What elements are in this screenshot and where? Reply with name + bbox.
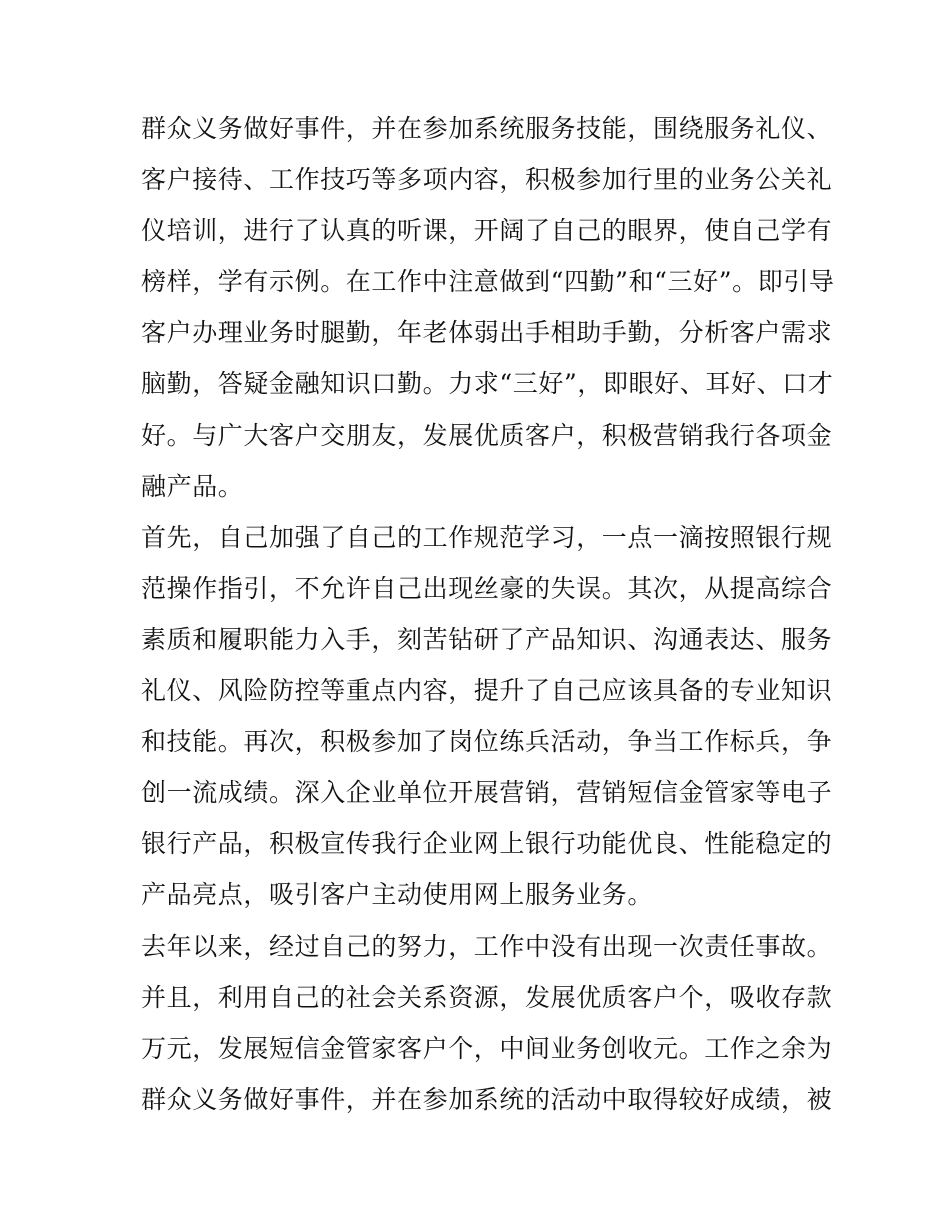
text-line: 创一流成绩。深入企业单位开展营销，营销短信金管家等电子 bbox=[141, 778, 833, 808]
text-line: 首先，自己加强了自己的工作规范学习，一点一滴按照银行规 bbox=[141, 522, 833, 552]
text-line: 榜样，学有示例。在工作中注意做到“四勤”和“三好”。即引导 bbox=[141, 267, 835, 297]
text-line: 并且，利用自己的社会关系资源，发展优质客户个，吸收存款 bbox=[141, 982, 833, 1012]
text-line: 融产品。 bbox=[141, 471, 244, 501]
body-text bbox=[141, 103, 835, 1125]
text-line: 和技能。再次，积极参加了岗位练兵活动，争当工作标兵，争 bbox=[141, 727, 833, 757]
text-line: 群众义务做好事件，并在参加系统的活动中取得较好成绩，被 bbox=[141, 1084, 833, 1114]
text-line: 素质和履职能力入手，刻苦钻研了产品知识、沟通表达、服务 bbox=[141, 624, 833, 654]
text-line: 礼仪、风险防控等重点内容，提升了自己应该具备的专业知识 bbox=[141, 676, 833, 706]
text-line: 群众义务做好事件，并在参加系统服务技能，围绕服务礼仪、 bbox=[141, 114, 833, 143]
text-line: 去年以来，经过自己的努力，工作中没有出现一次责任事故。 bbox=[141, 931, 833, 961]
text-line: 脑勤，答疑金融知识口勤。力求“三好”，即眼好、耳好、口才 bbox=[141, 369, 834, 399]
text-line: 万元，发展短信金管家客户个，中间业务创收元。工作之余为 bbox=[141, 1033, 833, 1063]
text-line: 客户接待、工作技巧等多项内容，积极参加行里的业务公关礼 bbox=[141, 165, 833, 195]
text-line: 范操作指引，不允许自己出现丝豪的失误。其次，从提高综合 bbox=[141, 573, 833, 603]
text-line: 银行产品，积极宣传我行企业网上银行功能优良、性能稳定的 bbox=[141, 829, 833, 859]
text-line: 产品亮点，吸引客户主动使用网上服务业务。 bbox=[141, 880, 654, 910]
text-line: 仪培训，进行了认真的听课，开阔了自己的眼界，使自己学有 bbox=[141, 216, 833, 246]
text-line: 客户办理业务时腿勤，年老体弱出手相助手勤，分析客户需求 bbox=[141, 318, 833, 348]
text-line: 好。与广大客户交朋友，发展优质客户，积极营销我行各项金 bbox=[141, 420, 833, 450]
